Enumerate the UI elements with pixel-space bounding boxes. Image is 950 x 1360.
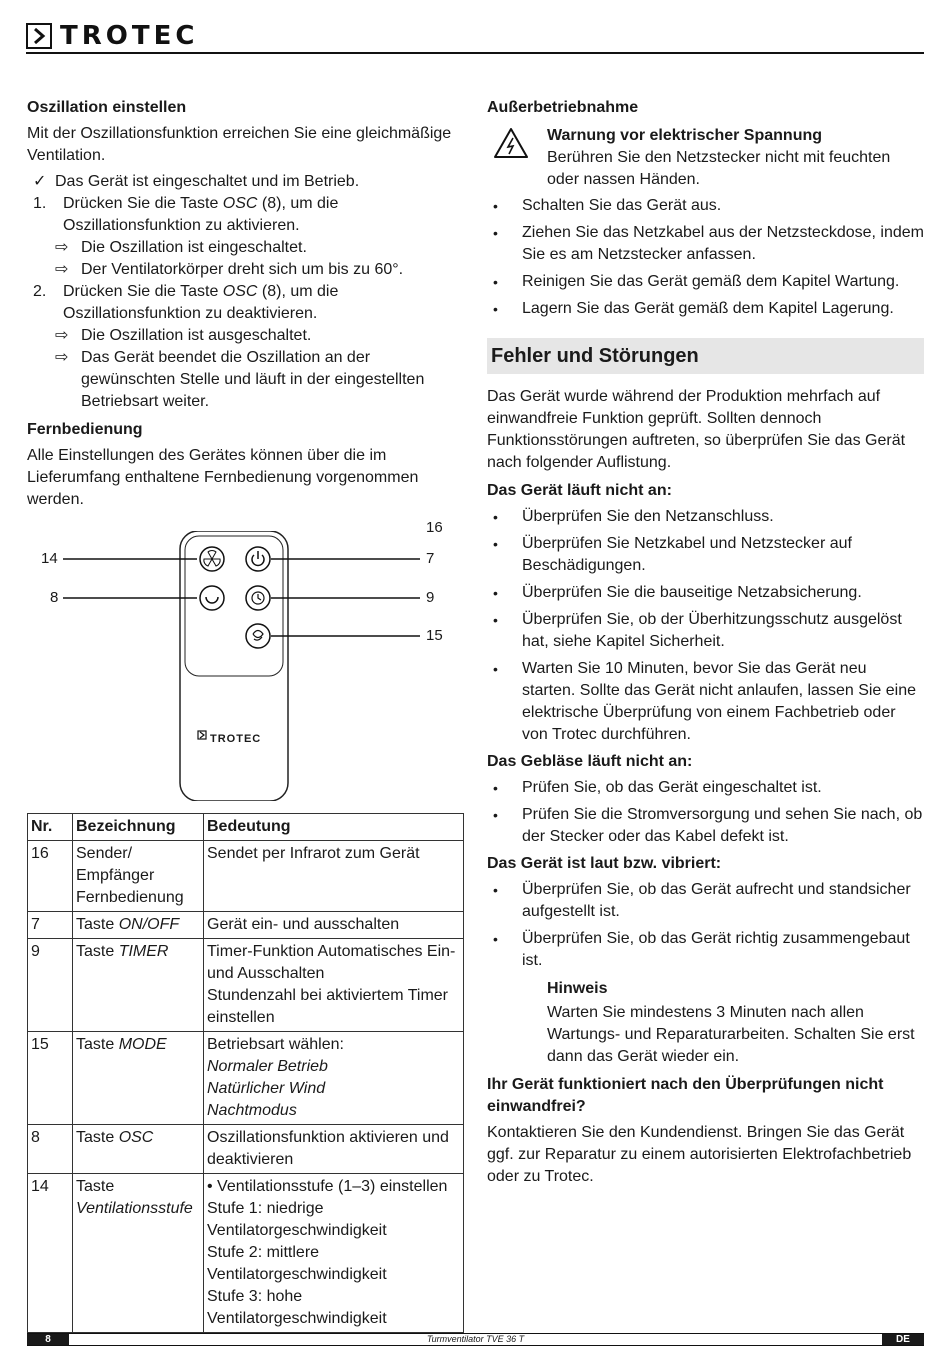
bullet-icon: •	[493, 661, 498, 677]
cell-nr: 14	[28, 1174, 73, 1333]
decommissioning-list	[487, 195, 924, 320]
left-column	[27, 97, 467, 1333]
list-item: • Überprüfen Sie, ob das Gerät aufrecht und standsicher aufgestellt ist.	[493, 881, 911, 920]
page-number: 8	[27, 1334, 69, 1345]
checkmark-icon: ✓	[33, 173, 47, 190]
cell-name: Taste Ventilationsstufe	[73, 1174, 204, 1333]
cell-name: Sender/ Empfänger Fernbedienung	[73, 841, 204, 912]
fan-not-running-heading: Das Gebläse läuft nicht an:	[487, 753, 693, 770]
cell-nr: 8	[28, 1125, 73, 1174]
language-code: DE	[882, 1334, 924, 1345]
column-header-nr: Nr.	[28, 814, 73, 841]
cell-meaning: Oszillationsfunktion aktivieren und deaktivieren	[204, 1125, 464, 1174]
bullet-icon: •	[493, 274, 498, 290]
step-1-result-1: ⇨ Die Oszillation ist eingeschaltet.	[27, 237, 467, 259]
arrow-right-icon: ⇨	[55, 327, 69, 344]
oscillation-heading: Oszillation einstellen	[27, 99, 187, 116]
fan-speed-button-icon	[200, 547, 224, 571]
step-2: 2. Drücken Sie die Taste OSC (8), um die Oszillationsfunktion zu deaktivieren.	[33, 283, 339, 322]
timer-button-icon	[246, 586, 270, 610]
step-2-result-1: ⇨ Die Oszillation ist ausgeschaltet.	[27, 325, 467, 347]
bullet-icon: •	[493, 198, 498, 214]
table-row	[28, 1032, 464, 1125]
callout-15: 15	[426, 627, 443, 644]
callout-8: 8	[50, 589, 59, 606]
note-title: Hinweis	[547, 980, 608, 997]
right-column	[487, 97, 924, 1192]
callout-14: 14	[41, 550, 58, 567]
remote-logo-text: TROTEC	[210, 733, 262, 745]
noisy-list	[487, 879, 924, 972]
oscillation-button-icon	[200, 586, 224, 610]
bullet-icon: •	[493, 780, 498, 796]
oscillation-intro: Mit der Oszillationsfunktion erreichen Sie eine gleichmäßige Ventilation.	[27, 125, 452, 164]
table-row	[28, 939, 464, 1032]
remote-intro: Alle Einstellungen des Gerätes können über die im Lieferumfang enthaltene Fernbedienung vorgenommen werden.	[27, 447, 419, 508]
callout-7: 7	[426, 550, 435, 567]
bullet-icon: •	[493, 612, 498, 628]
cell-name: Taste ON/OFF	[73, 912, 204, 939]
remote-heading: Fernbedienung	[27, 421, 143, 438]
list-item: • Überprüfen Sie, ob das Gerät richtig zusammengebaut ist.	[493, 930, 910, 969]
list-item: • Prüfen Sie, ob das Gerät eingeschaltet ist.	[487, 777, 924, 799]
noisy-heading: Das Gerät ist laut bzw. vibriert:	[487, 855, 722, 872]
cell-name: Taste MODE	[73, 1032, 204, 1125]
remote-control-illustration	[27, 531, 467, 801]
bullet-icon: •	[493, 931, 498, 947]
cell-name: Taste OSC	[73, 1125, 204, 1174]
table-row	[28, 841, 464, 912]
step-2-result-2: ⇨ Das Gerät beendet die Oszillation an der gewünschten Stelle und läuft in der eingestellten Betriebsart weiter.	[55, 349, 425, 410]
remote-buttons-table	[27, 813, 464, 1333]
power-button-icon	[246, 547, 270, 571]
arrow-right-icon: ⇨	[55, 261, 69, 278]
note-box	[487, 978, 924, 1068]
list-item: • Reinigen Sie das Gerät gemäß dem Kapitel Wartung.	[487, 271, 924, 293]
table-row	[28, 1125, 464, 1174]
list-item: • Überprüfen Sie Netzkabel und Netzstecker auf Beschädigungen.	[493, 535, 852, 574]
warning-electric-icon	[493, 127, 529, 166]
precondition-item: ✓ Das Gerät ist eingeschaltet und im Betrieb.	[27, 171, 467, 193]
chevron-right-icon	[26, 23, 52, 49]
faults-section-heading: Fehler und Störungen	[487, 338, 924, 374]
decommissioning-heading: Außerbetriebnahme	[487, 99, 639, 116]
cell-nr: 16	[28, 841, 73, 912]
cell-nr: 9	[28, 939, 73, 1032]
step-1-result-2: ⇨ Der Ventilatorkörper dreht sich um bis zu 60°.	[27, 259, 467, 281]
page-header	[26, 18, 924, 58]
callout-16: 16	[426, 519, 443, 536]
list-item: • Prüfen Sie die Stromversorgung und sehen Sie nach, ob der Stecker oder das Kabel defekt ist.	[493, 806, 923, 845]
cell-meaning: • Ventilationsstufe (1–3) einstellen Stufe 1: niedrige Ventilatorgeschwindigkeit Stufe 2: mittlere Ventilatorgeschwindigkeit Stufe 3: hohe Ventilatorgeschwindigkeit	[204, 1174, 464, 1333]
cell-nr: 15	[28, 1032, 73, 1125]
table-header-row	[28, 814, 464, 841]
bullet-icon: •	[493, 509, 498, 525]
not-starting-list	[487, 506, 924, 746]
bullet-icon: •	[493, 882, 498, 898]
still-faulty-text: Kontaktieren Sie den Kundendienst. Bringen Sie das Gerät ggf. zur Reparatur zu einem autorisierten Elektrofachbetrieb oder zu Trotec.	[487, 1124, 912, 1185]
faults-intro: Das Gerät wurde während der Produktion mehrfach auf einwandfreie Funktion geprüft. Sollten dennoch Funktionsstörungen auftreten, so überprüfen Sie das Gerät nach folgender Auflistung.	[487, 388, 906, 471]
step-1: 1. Drücken Sie die Taste OSC (8), um die Oszillationsfunktion zu aktivieren.	[33, 195, 339, 234]
warning-text: Berühren Sie den Netzstecker nicht mit feuchten oder nassen Händen.	[547, 149, 891, 188]
cell-meaning: Timer-Funktion Automatisches Ein- und Ausschalten Stundenzahl bei aktiviertem Timer einstellen	[204, 939, 464, 1032]
header-divider	[26, 52, 924, 54]
electrical-warning	[487, 125, 924, 191]
remote-control-diagram	[27, 519, 467, 801]
warning-title: Warnung vor elektrischer Spannung	[547, 127, 823, 144]
list-item: • Schalten Sie das Gerät aus.	[487, 195, 924, 217]
bullet-icon: •	[493, 585, 498, 601]
list-item: • Lagern Sie das Gerät gemäß dem Kapitel Lagerung.	[487, 298, 924, 320]
cell-nr: 7	[28, 912, 73, 939]
bullet-icon: •	[493, 536, 498, 552]
list-item: • Überprüfen Sie den Netzanschluss.	[487, 506, 924, 528]
arrow-right-icon: ⇨	[55, 349, 69, 366]
table-row	[28, 1174, 464, 1333]
bullet-icon: •	[493, 301, 498, 317]
note-text: Warten Sie mindestens 3 Minuten nach allen Wartungs- und Reparaturarbeiten. Schalten Sie erst dann das Gerät wieder ein.	[547, 1004, 915, 1065]
callout-9: 9	[426, 589, 435, 606]
arrow-right-icon: ⇨	[55, 239, 69, 256]
document-title: Turmventilator TVE 36 T	[426, 1334, 525, 1344]
column-header-meaning: Bedeutung	[204, 814, 464, 841]
list-item: • Überprüfen Sie die bauseitige Netzabsicherung.	[487, 582, 924, 604]
table-row	[28, 912, 464, 939]
list-item: • Warten Sie 10 Minuten, bevor Sie das Gerät neu starten. Sollte das Gerät nicht anlaufen, lassen Sie eine elektrische Überprüfung von einem Fachbetrieb oder von Trotec durchführen.	[493, 660, 917, 743]
bullet-icon: •	[493, 807, 498, 823]
list-item: • Ziehen Sie das Netzkabel aus der Netzsteckdose, indem Sie es am Netzstecker anfassen.	[493, 224, 924, 263]
fan-not-running-list	[487, 777, 924, 848]
still-faulty-heading: Ihr Gerät funktioniert nach den Überprüfungen nicht einwandfrei?	[487, 1076, 884, 1115]
list-item: • Überprüfen Sie, ob der Überhitzungsschutz ausgelöst hat, siehe Kapitel Sicherheit.	[493, 611, 902, 650]
column-header-name: Bezeichnung	[73, 814, 204, 841]
not-starting-heading: Das Gerät läuft nicht an:	[487, 482, 672, 499]
mode-button-icon	[246, 624, 270, 648]
cell-name: Taste TIMER	[73, 939, 204, 1032]
cell-meaning: Sendet per Infrarot zum Gerät	[204, 841, 464, 912]
bullet-icon: •	[493, 225, 498, 241]
cell-meaning: Gerät ein- und ausschalten	[204, 912, 464, 939]
trotec-logo	[26, 22, 198, 50]
brand-name: TROTEC	[60, 21, 199, 51]
cell-meaning: Betriebsart wählen: Normaler Betrieb Natürlicher Wind Nachtmodus	[204, 1032, 464, 1125]
page-footer	[27, 1333, 924, 1346]
